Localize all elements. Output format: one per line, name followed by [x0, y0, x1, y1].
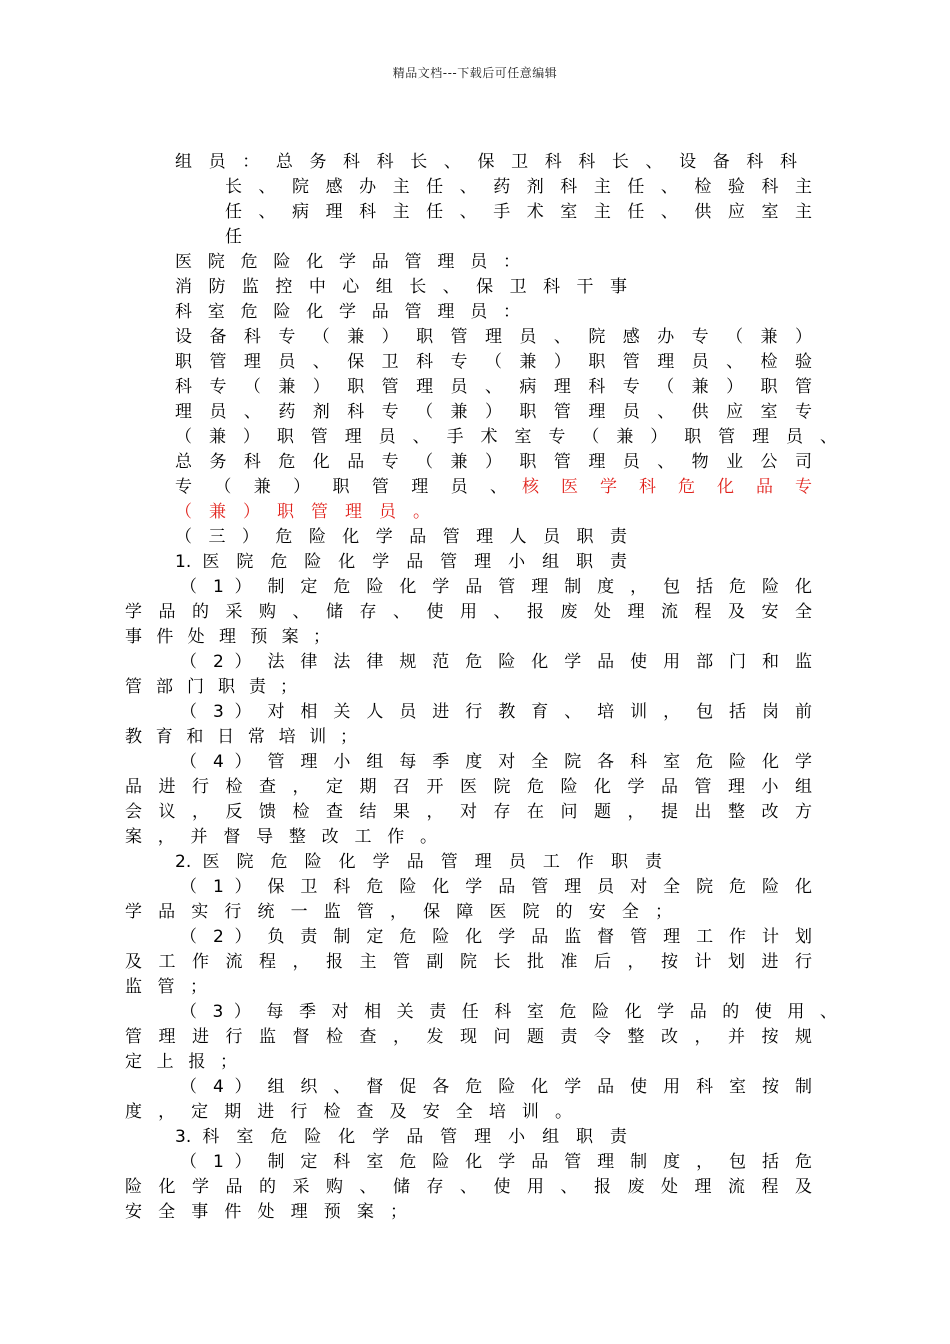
subsection-heading: 2. 医 院 危 险 化 学 品 管 理 员 工 作 职 责 [175, 852, 662, 872]
text-line: （ 1 ） 保 卫 科 危 险 化 学 品 管 理 员 对 全 院 危 险 化 [180, 877, 812, 897]
text-line: 设 备 科 专 （ 兼 ） 职 管 理 员 、 院 感 办 专 （ 兼 ） [175, 327, 812, 347]
text-line: （ 2 ） 负 责 制 定 危 险 化 学 品 监 督 管 理 工 作 计 划 [180, 927, 812, 947]
text-line: 安 全 事 件 处 理 预 案 ； [125, 1202, 407, 1222]
text-line: 理 员 、 药 剂 科 专 （ 兼 ） 职 管 理 员 、 供 应 室 专 [175, 402, 812, 422]
text-line: 职 管 理 员 、 保 卫 科 专 （ 兼 ） 职 管 理 员 、 检 验 [175, 352, 812, 372]
text-line: 险 化 学 品 的 采 购 、 储 存 、 使 用 、 报 废 处 理 流 程 及 [125, 1177, 812, 1197]
subsection-heading: 3. 科 室 危 险 化 学 品 管 理 小 组 职 责 [175, 1127, 627, 1147]
text-line: 学 品 的 采 购 、 储 存 、 使 用 、 报 废 处 理 流 程 及 安 全 [125, 602, 812, 622]
text-line: 医 院 危 险 化 学 品 管 理 员 ： [175, 252, 520, 272]
text-line: （ 3 ） 对 相 关 人 员 进 行 教 育 、 培 训 ， 包 括 岗 前 [180, 702, 812, 722]
text-line: （ 兼 ） 职 管 理 员 、 手 术 室 专 （ 兼 ） 职 管 理 员 、 [175, 427, 837, 447]
subsection-heading: 1. 医 院 危 险 化 学 品 管 理 小 组 职 责 [175, 552, 627, 572]
text-line: 科 专 （ 兼 ） 职 管 理 员 、 病 理 科 专 （ 兼 ） 职 管 [175, 377, 812, 397]
text-line: 任 、 病 理 科 主 任 、 手 术 室 主 任 、 供 应 室 主 [225, 202, 812, 222]
text-line: 品 进 行 检 查 ， 定 期 召 开 医 院 危 险 化 学 品 管 理 小 组 [125, 777, 812, 797]
text-line: 专 （ 兼 ） 职 管 理 员 、 [175, 477, 507, 497]
text-line: 科 室 危 险 化 学 品 管 理 员 ： [175, 302, 520, 322]
text-line: 长 、 院 感 办 主 任 、 药 剂 科 主 任 、 检 验 科 主 [225, 177, 812, 197]
text-line: 消 防 监 控 中 心 组 长 、 保 卫 科 干 事 [175, 277, 627, 297]
text-line: （ 4 ） 组 织 、 督 促 各 危 险 化 学 品 使 用 科 室 按 制 [180, 1077, 812, 1097]
text-line: 组 员 ： 总 务 科 科 长 、 保 卫 科 科 长 、 设 备 科 科 [175, 152, 797, 172]
text-line: 度 ， 定 期 进 行 检 查 及 安 全 培 训 。 [125, 1102, 572, 1122]
text-line: （ 2 ） 法 律 法 律 规 范 危 险 化 学 品 使 用 部 门 和 监 [180, 652, 812, 672]
text-line: 及 工 作 流 程 ， 报 主 管 副 院 长 批 准 后 ， 按 计 划 进 行 [125, 952, 812, 972]
text-line: 任 [225, 227, 242, 247]
text-line: （ 1 ） 制 定 科 室 危 险 化 学 品 管 理 制 度 ， 包 括 危 [180, 1152, 812, 1172]
text-line: （ 3 ） 每 季 对 相 关 责 任 科 室 危 险 化 学 品 的 使 用 、 [180, 1002, 837, 1022]
highlighted-text: 核 医 学 科 危 化 品 专 [522, 477, 812, 497]
text-line: 学 品 实 行 统 一 监 管 ， 保 障 医 院 的 安 全 ； [125, 902, 672, 922]
text-line: 定 上 报 ； [125, 1052, 237, 1072]
text-line: 会 议 ， 反 馈 检 查 结 果 ， 对 存 在 问 题 ， 提 出 整 改 方 [125, 802, 812, 822]
text-line: 总 务 科 危 化 品 专 （ 兼 ） 职 管 理 员 、 物 业 公 司 [175, 452, 812, 472]
text-line: （ 1 ） 制 定 危 险 化 学 品 管 理 制 度 ， 包 括 危 险 化 [180, 577, 812, 597]
text-line: （ 4 ） 管 理 小 组 每 季 度 对 全 院 各 科 室 危 险 化 学 [180, 752, 812, 772]
text-line: 监 管 ； [125, 977, 207, 997]
text-line: 管 部 门 职 责 ； [125, 677, 297, 697]
highlighted-text: （ 兼 ） 职 管 理 员 。 [175, 502, 430, 522]
text-line: 事 件 处 理 预 案 ； [125, 627, 330, 647]
text-line: 教 育 和 日 常 培 训 ； [125, 727, 357, 747]
page-header: 精品文档---下载后可任意编辑 [392, 66, 558, 80]
text-line: 案 ， 并 督 导 整 改 工 作 。 [125, 827, 437, 847]
text-line: 管 理 进 行 监 督 检 查 ， 发 现 问 题 责 令 整 改 ， 并 按 规 [125, 1027, 812, 1047]
section-heading: （ 三 ） 危 险 化 学 品 管 理 人 员 职 责 [175, 527, 627, 547]
